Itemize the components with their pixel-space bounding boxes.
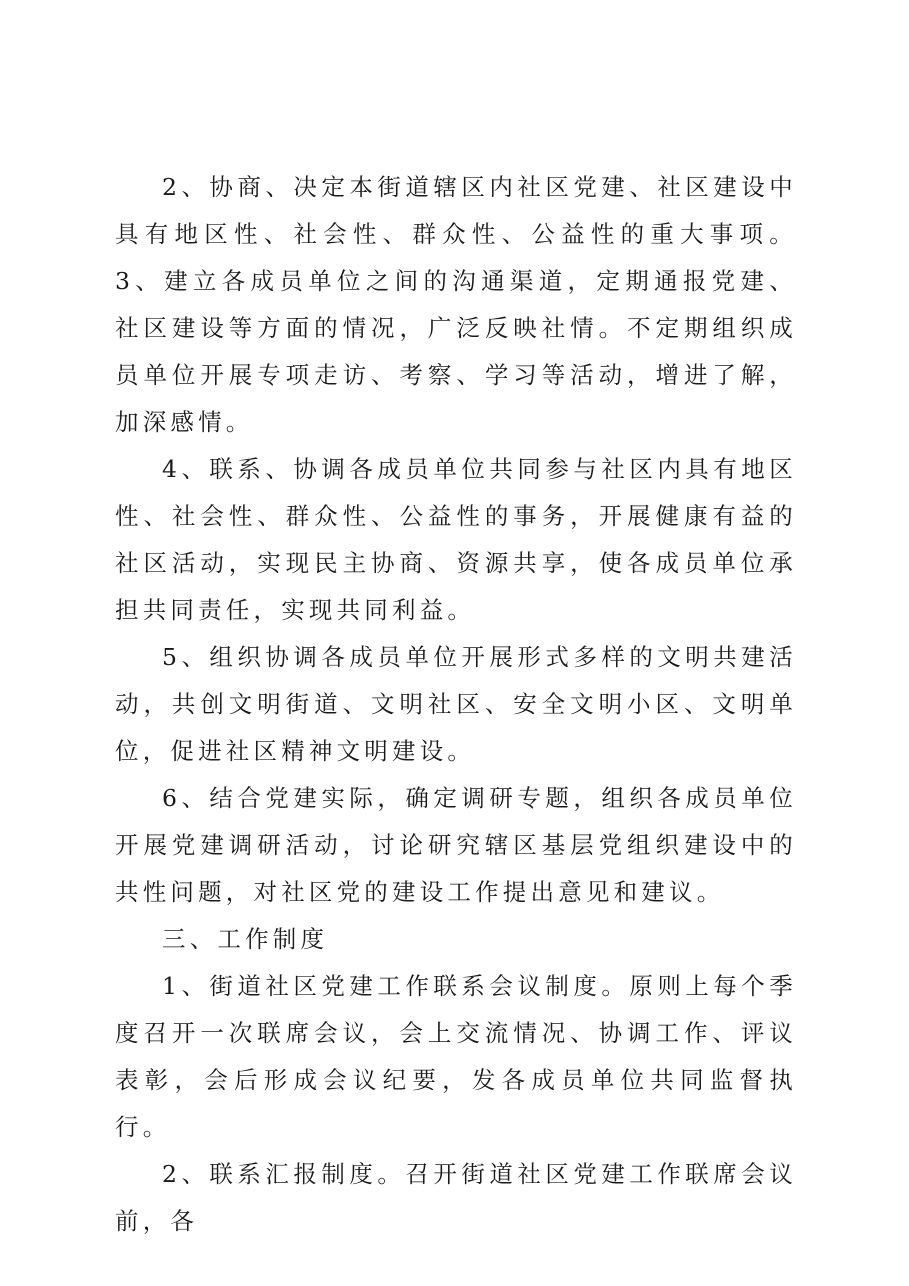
paragraph-item-2-3: 2、协商、决定本街道辖区内社区党建、社区建设中具有地区性、社会性、群众性、公益性的重大事项。3、建立各成员单位之间的沟通渠道，定期通报党建、社区建设等方面的情况，广泛反映社情。不定期组织成员单位开展专项走访、考察、学习等活动，增进了解，加深感情。 [115,173,797,436]
document-body [115,164,797,1245]
paragraph-item-5: 5、组织协调各成员单位开展形式多样的文明共建活动，共创文明街道、文明社区、安全文明小区、文明单位，促进社区精神文明建设。 [115,643,797,765]
paragraph-item-4: 4、联系、协调各成员单位共同参与社区内具有地区性、社会性、群众性、公益性的事务，开展健康有益的社区活动，实现民主协商、资源共享，使各成员单位承担共同责任，实现共同利益。 [115,455,797,624]
paragraph-item-6: 6、结合党建实际，确定调研专题，组织各成员单位开展党建调研活动，讨论研究辖区基层党组织建设中的共性问题，对社区党的建设工作提出意见和建议。 [115,784,797,906]
paragraph-system-2: 2、联系汇报制度。召开街道社区党建工作联席会议前，各 [115,1160,797,1235]
section-heading-work-system: 三、工作制度 [162,925,329,953]
paragraph-system-1: 1、街道社区党建工作联系会议制度。原则上每个季度召开一次联席会议，会上交流情况、协调工作、评议表彰，会后形成会议纪要，发各成员单位共同监督执行。 [115,972,797,1141]
